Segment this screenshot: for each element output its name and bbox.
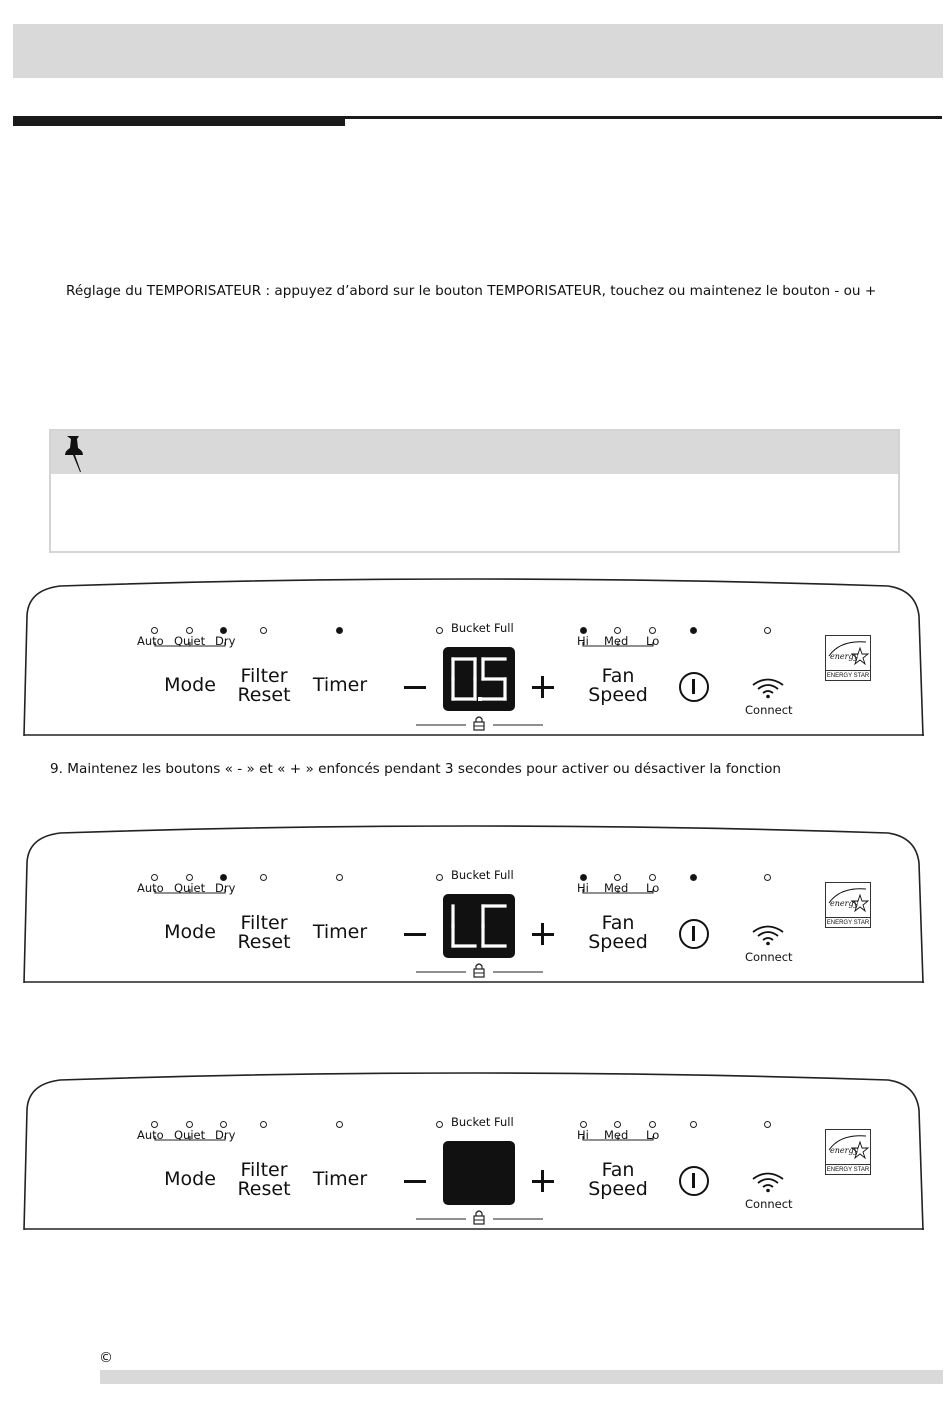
wifi-icon xyxy=(751,1171,785,1193)
section-rule-thin xyxy=(345,116,942,119)
reset-label: Reset xyxy=(237,684,291,706)
copyright-symbol: © xyxy=(99,1350,113,1366)
mode-dry-label: Dry xyxy=(215,634,236,648)
connect-indicator xyxy=(764,874,771,881)
timer-button[interactable] xyxy=(311,1170,369,1189)
fan-label: Fan xyxy=(601,665,635,687)
plus-button-stem xyxy=(541,923,544,945)
fan-med-indicator xyxy=(614,874,621,881)
mode-quiet-label: Quiet xyxy=(174,1128,206,1142)
connect-label: Connect xyxy=(745,1197,793,1211)
header-band xyxy=(13,24,943,78)
display-digits xyxy=(443,894,515,958)
minus-button[interactable] xyxy=(404,1180,426,1183)
mode-button[interactable] xyxy=(162,923,218,942)
mode-auto-label: Auto xyxy=(137,1128,164,1142)
fan-label: Fan xyxy=(601,912,635,934)
power-icon[interactable] xyxy=(679,1166,709,1196)
power-indicator xyxy=(690,874,697,881)
mode-button[interactable] xyxy=(162,1170,218,1189)
bucket-full-indicator xyxy=(436,627,443,634)
filter-reset-button[interactable] xyxy=(234,667,294,705)
timer-indicator xyxy=(336,1121,343,1128)
mode-quiet-indicator xyxy=(186,627,193,634)
fan-lo-label: Lo xyxy=(646,634,660,648)
mode-quiet-label: Quiet xyxy=(174,634,206,648)
fan-hi-indicator xyxy=(580,627,587,634)
svg-text:energy: energy xyxy=(830,899,859,908)
energy-star-label: ENERGY STAR xyxy=(826,670,870,680)
connect-label: Connect xyxy=(745,703,793,717)
mode-quiet-indicator xyxy=(186,874,193,881)
timer-setting-text: Réglage du TEMPORISATEUR : appuyez d’abord sur le bouton TEMPORISATEUR, touchez ou maintenez le bouton - ou + xyxy=(66,283,877,299)
fan-lo-indicator xyxy=(649,1121,656,1128)
fan-hi-indicator xyxy=(580,1121,587,1128)
timer-button-label: Timer xyxy=(312,921,368,943)
display-digits xyxy=(443,647,515,711)
filter-label: Filter xyxy=(240,912,288,934)
power-indicator xyxy=(690,1121,697,1128)
mode-dry-indicator xyxy=(220,627,227,634)
mode-button-label: Mode xyxy=(164,674,216,696)
power-indicator xyxy=(690,627,697,634)
lock-icon xyxy=(474,717,484,730)
energy-star-logo xyxy=(825,882,871,928)
mode-auto-label: Auto xyxy=(137,634,164,648)
fan-med-label: Med xyxy=(604,881,629,895)
energy-star-logo xyxy=(825,1129,871,1175)
connect-indicator xyxy=(764,627,771,634)
pushpin-icon xyxy=(61,434,87,474)
timer-button-label: Timer xyxy=(312,674,368,696)
note-header xyxy=(51,431,898,474)
energy-star-mark xyxy=(826,1130,870,1164)
connect-label: Connect xyxy=(745,950,793,964)
mode-dry-label: Dry xyxy=(215,1128,236,1142)
step-9-text: 9. Maintenez les boutons « - » et « + » enfoncés pendant 3 secondes pour activer ou désactiver la fonction xyxy=(50,761,782,777)
reset-label: Reset xyxy=(237,1178,291,1200)
energy-star-label: ENERGY STAR xyxy=(826,917,870,927)
fan-lo-label: Lo xyxy=(646,881,660,895)
timer-button[interactable] xyxy=(311,923,369,942)
energy-star-logo xyxy=(825,635,871,681)
bucket-full-label: Bucket Full xyxy=(451,621,514,635)
power-icon[interactable] xyxy=(679,919,709,949)
mode-dry-label: Dry xyxy=(215,881,236,895)
mode-quiet-indicator xyxy=(186,1121,193,1128)
filter-label: Filter xyxy=(240,665,288,687)
fan-med-label: Med xyxy=(604,634,629,648)
timer-button[interactable] xyxy=(311,676,369,695)
filter-indicator xyxy=(260,627,267,634)
power-icon[interactable] xyxy=(679,672,709,702)
svg-text:energy: energy xyxy=(830,652,859,661)
energy-star-mark xyxy=(826,636,870,670)
mode-dry-indicator xyxy=(220,1121,227,1128)
control-panel-1 xyxy=(24,576,924,736)
fan-med-label: Med xyxy=(604,1128,629,1142)
connect-indicator xyxy=(764,1121,771,1128)
wifi-icon xyxy=(751,924,785,946)
fan-speed-button[interactable] xyxy=(582,914,654,952)
fan-speed-button[interactable] xyxy=(582,1161,654,1199)
fan-med-indicator xyxy=(614,1121,621,1128)
fan-lo-label: Lo xyxy=(646,1128,660,1142)
led-display xyxy=(443,1141,515,1205)
minus-button[interactable] xyxy=(404,933,426,936)
energy-star-label: ENERGY STAR xyxy=(826,1164,870,1174)
lock-icon xyxy=(474,964,484,977)
wifi-icon xyxy=(751,677,785,699)
speed-label: Speed xyxy=(588,1178,648,1200)
mode-button[interactable] xyxy=(162,676,218,695)
plus-button-stem xyxy=(541,676,544,698)
led-display xyxy=(443,647,515,711)
bucket-full-label: Bucket Full xyxy=(451,1115,514,1129)
display-digits xyxy=(443,1141,515,1205)
fan-label: Fan xyxy=(601,1159,635,1181)
fan-hi-label: Hi xyxy=(577,1128,589,1142)
fan-hi-label: Hi xyxy=(577,634,589,648)
control-panel-2 xyxy=(24,823,924,983)
fan-lo-indicator xyxy=(649,874,656,881)
bucket-full-indicator xyxy=(436,1121,443,1128)
timer-indicator xyxy=(336,627,343,634)
mode-auto-indicator xyxy=(151,627,158,634)
lock-icon xyxy=(474,1211,484,1224)
fan-med-indicator xyxy=(614,627,621,634)
footer-band xyxy=(100,1370,943,1384)
bucket-full-indicator xyxy=(436,874,443,881)
bucket-full-label: Bucket Full xyxy=(451,868,514,882)
filter-indicator xyxy=(260,1121,267,1128)
timer-indicator xyxy=(336,874,343,881)
section-rule-thick xyxy=(13,116,345,126)
mode-auto-indicator xyxy=(151,874,158,881)
energy-star-mark xyxy=(826,883,870,917)
fan-hi-label: Hi xyxy=(577,881,589,895)
mode-auto-indicator xyxy=(151,1121,158,1128)
filter-reset-button[interactable] xyxy=(234,914,294,952)
note-box xyxy=(49,429,900,553)
plus-button-stem xyxy=(541,1170,544,1192)
fan-lo-indicator xyxy=(649,627,656,634)
mode-auto-label: Auto xyxy=(137,881,164,895)
fan-speed-button[interactable] xyxy=(582,667,654,705)
mode-dry-indicator xyxy=(220,874,227,881)
filter-reset-button[interactable] xyxy=(234,1161,294,1199)
timer-button-label: Timer xyxy=(312,1168,368,1190)
mode-quiet-label: Quiet xyxy=(174,881,206,895)
minus-button[interactable] xyxy=(404,686,426,689)
speed-label: Speed xyxy=(588,684,648,706)
reset-label: Reset xyxy=(237,931,291,953)
speed-label: Speed xyxy=(588,931,648,953)
svg-text:energy: energy xyxy=(830,1146,859,1155)
led-display xyxy=(443,894,515,958)
mode-button-label: Mode xyxy=(164,921,216,943)
mode-button-label: Mode xyxy=(164,1168,216,1190)
fan-hi-indicator xyxy=(580,874,587,881)
control-panel-3 xyxy=(24,1070,924,1230)
filter-indicator xyxy=(260,874,267,881)
filter-label: Filter xyxy=(240,1159,288,1181)
